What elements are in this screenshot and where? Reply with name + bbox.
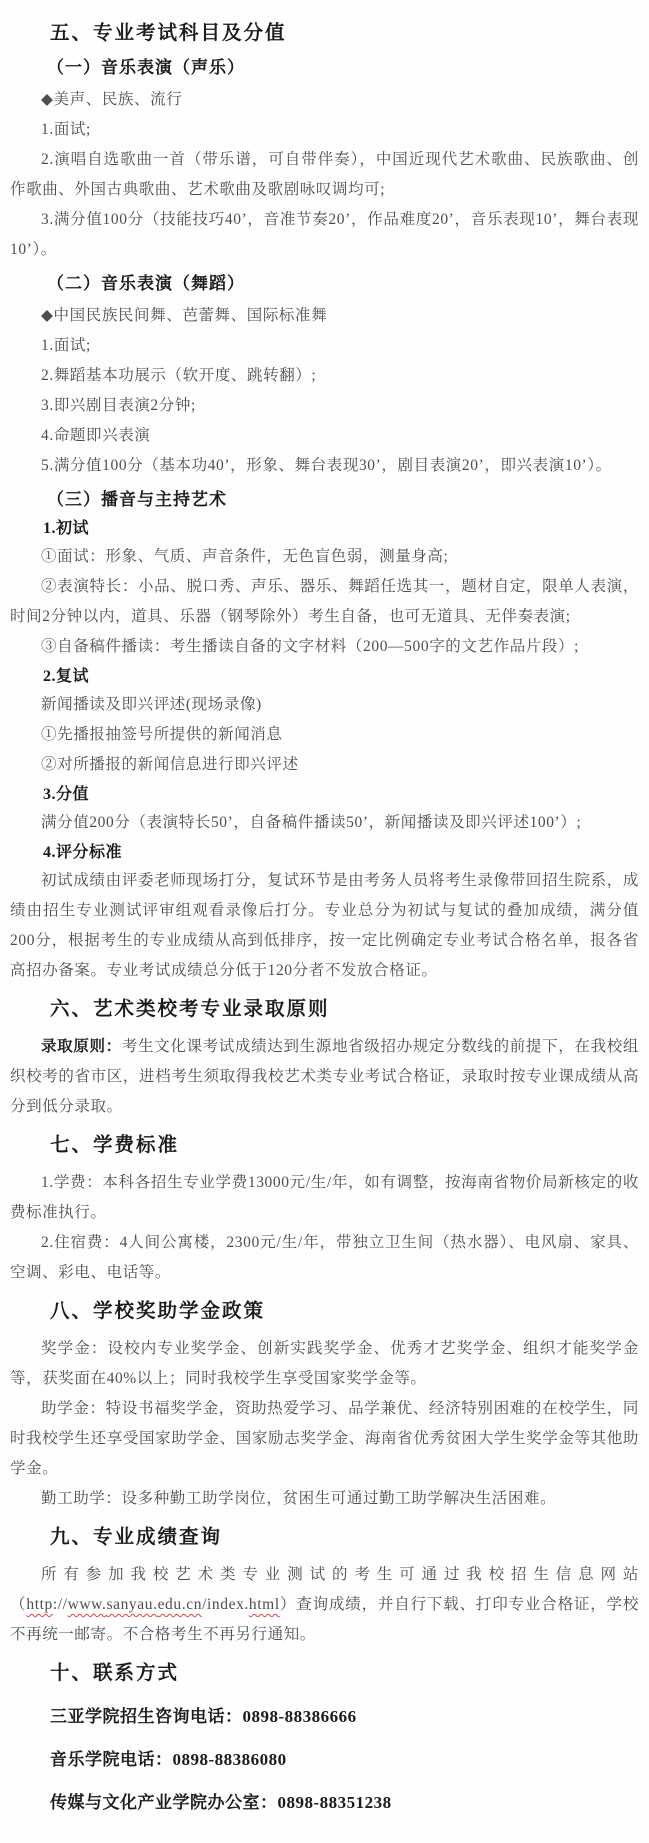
section-5-3-heading: （三）播音与主持艺术: [47, 490, 227, 509]
broadcast-round2-heading: 2.复试: [43, 668, 90, 685]
broadcast-round1-heading: 1.初试: [43, 520, 90, 537]
url-segment: html: [248, 1596, 280, 1613]
section-9-heading: 九、专业成绩查询: [50, 1527, 223, 1548]
scholarship-item: 奖学金：设校内专业奖学金、创新实践奖学金、优秀才艺奖学金、组织才能奖学金等，获奖面在40%以上；同时我校学生享受国家奖学金等。: [10, 1340, 639, 1387]
broadcast-score-text: 满分值200分（表演特长50’，自备稿件播读50’，新闻播读及即兴评述100’）;: [41, 814, 582, 831]
score-inquiry-url: [10, 1596, 296, 1613]
url-segment: ://: [52, 1596, 68, 1613]
broadcast-criteria-text: 初试成绩由评委老师现场打分，复试环节是由考务人员将考生录像带回招生院系，成绩由招生专业测试评审组观看录像后打分。专业总分为初试与复试的叠加成绩，满分值200分，根据考生的专业成绩从高到低排序，按一定比例确定专业考试合格名单，报各省高招办备案。专业考试成绩总分低于120分者不发放合格证。: [10, 872, 639, 979]
vocal-item: 3.满分值100分（技能技巧40’，音准节奏20’，作品难度20’，音乐表现10’，舞台表现10’）。: [10, 211, 639, 258]
section-8-heading: 八、学校奖助学金政策: [50, 1301, 266, 1322]
admission-principle: [10, 1032, 639, 1122]
section-7-heading: 七、学费标准: [50, 1135, 180, 1156]
section-6-heading: 六、艺术类校考专业录取原则: [50, 999, 330, 1020]
url-segment: /index.: [202, 1596, 249, 1613]
section-5-2-heading: （二）音乐表演（舞蹈）: [47, 274, 245, 293]
broadcast-round1-item: ①面试：形象、气质、声音条件，无色盲色弱，测量身高;: [41, 548, 449, 565]
contact-music-school-phone: 音乐学院电话：0898-88386080: [50, 1750, 287, 1769]
vocal-tracks-line: ◆美声、民族、流行: [41, 91, 183, 108]
contact-media-school-phone: 传媒与文化产业学院办公室：0898-88351238: [50, 1793, 392, 1812]
dance-item: 2.舞蹈基本功展示（软开度、跳转翻）;: [41, 367, 317, 384]
broadcast-round2-item: 新闻播读及即兴评述(现场录像): [41, 696, 262, 713]
url-segment: www.: [67, 1596, 107, 1613]
url-paren-open: （: [10, 1596, 27, 1613]
tuition-item: 1.学费：本科各招生专业学费13000元/生/年，如有调整，按海南省物价局新核定的收费标准执行。: [10, 1174, 639, 1221]
broadcast-round2-item: ①先播报抽签号所提供的新闻消息: [41, 726, 283, 743]
accommodation-item: 2.住宿费：4人间公寓楼，2300元/生/年，带独立卫生间（热水器）、电风扇、家具、空调、彩电、电话等。: [10, 1234, 639, 1281]
contact-admissions-phone: 三亚学院招生咨询电话：0898-88386666: [50, 1707, 357, 1726]
broadcast-round1-item: ③自备稿件播读：考生播读自备的文字材料（200—500字的文艺作品片段）;: [41, 638, 580, 655]
dance-item: 1.面试;: [41, 337, 91, 354]
work-study-item: 勤工助学：设多种勤工助学岗位，贫困生可通过勤工助学解决生活困难。: [41, 1490, 557, 1507]
url-segment: edu.: [157, 1596, 187, 1613]
dance-item: 5.满分值100分（基本功40’，形象、舞台表现30’，剧目表演20’，即兴表演10’）。: [41, 457, 612, 474]
broadcast-criteria-heading: 4.评分标准: [43, 844, 123, 861]
score-inquiry-post: 查询成绩，并自行下载、打印专业合格证，学校不再统一邮寄。不合格考生不再另行通知。: [10, 1596, 639, 1643]
url-paren-close: ）: [279, 1596, 297, 1613]
url-segment: cn: [186, 1596, 203, 1613]
section-10-heading: 十、联系方式: [50, 1663, 180, 1684]
broadcast-round1-item: ②表演特长：小品、脱口秀、声乐、器乐、舞蹈任选其一，题材自定，限单人表演，时间2分钟以内，道具、乐器（钢琴除外）考生自备，也可无道具、无伴奏表演;: [10, 578, 639, 625]
score-inquiry-paragraph: [10, 1560, 639, 1650]
section-5-1-heading: （一）音乐表演（声乐）: [47, 58, 245, 77]
broadcast-score-heading: 3.分值: [43, 786, 90, 803]
grant-item: 助学金：特设书福奖学金，资助热爱学习、品学兼优、经济特别困难的在校学生，同时我校学生还享受国家助学金、国家励志奖学金、海南省优秀贫困大学生奖学金等其他助学金。: [10, 1400, 639, 1477]
dance-item: 3.即兴剧目表演2分钟;: [41, 397, 196, 414]
dance-item: 4.命题即兴表演: [41, 427, 151, 444]
url-segment: sanyau.: [106, 1596, 158, 1613]
admission-principle-label: 录取原则：: [41, 1038, 122, 1055]
section-5-heading: 五、专业考试科目及分值: [50, 23, 287, 44]
broadcast-round2-item: ②对所播报的新闻信息进行即兴评述: [41, 756, 299, 773]
score-inquiry-pre: 所有参加我校艺术类专业测试的考生可通过我校招生信息网站: [41, 1566, 639, 1583]
dance-tracks-line: ◆中国民族民间舞、芭蕾舞、国际标准舞: [41, 307, 328, 324]
admission-principle-text: 考生文化课考试成绩达到生源地省级招办规定分数线的前提下，在我校组织校考的省市区，进档考生须取得我校艺术类专业考试合格证，录取时按专业课成绩从高分到低分录取。: [10, 1038, 639, 1115]
vocal-item: 1.面试;: [41, 121, 91, 138]
vocal-item: 2.演唱自选歌曲一首（带乐谱，可自带伴奏），中国近现代艺术歌曲、民族歌曲、创作歌曲、外国古典歌曲、艺术歌曲及歌剧咏叹调均可;: [10, 151, 639, 198]
url-segment: http: [26, 1596, 53, 1613]
